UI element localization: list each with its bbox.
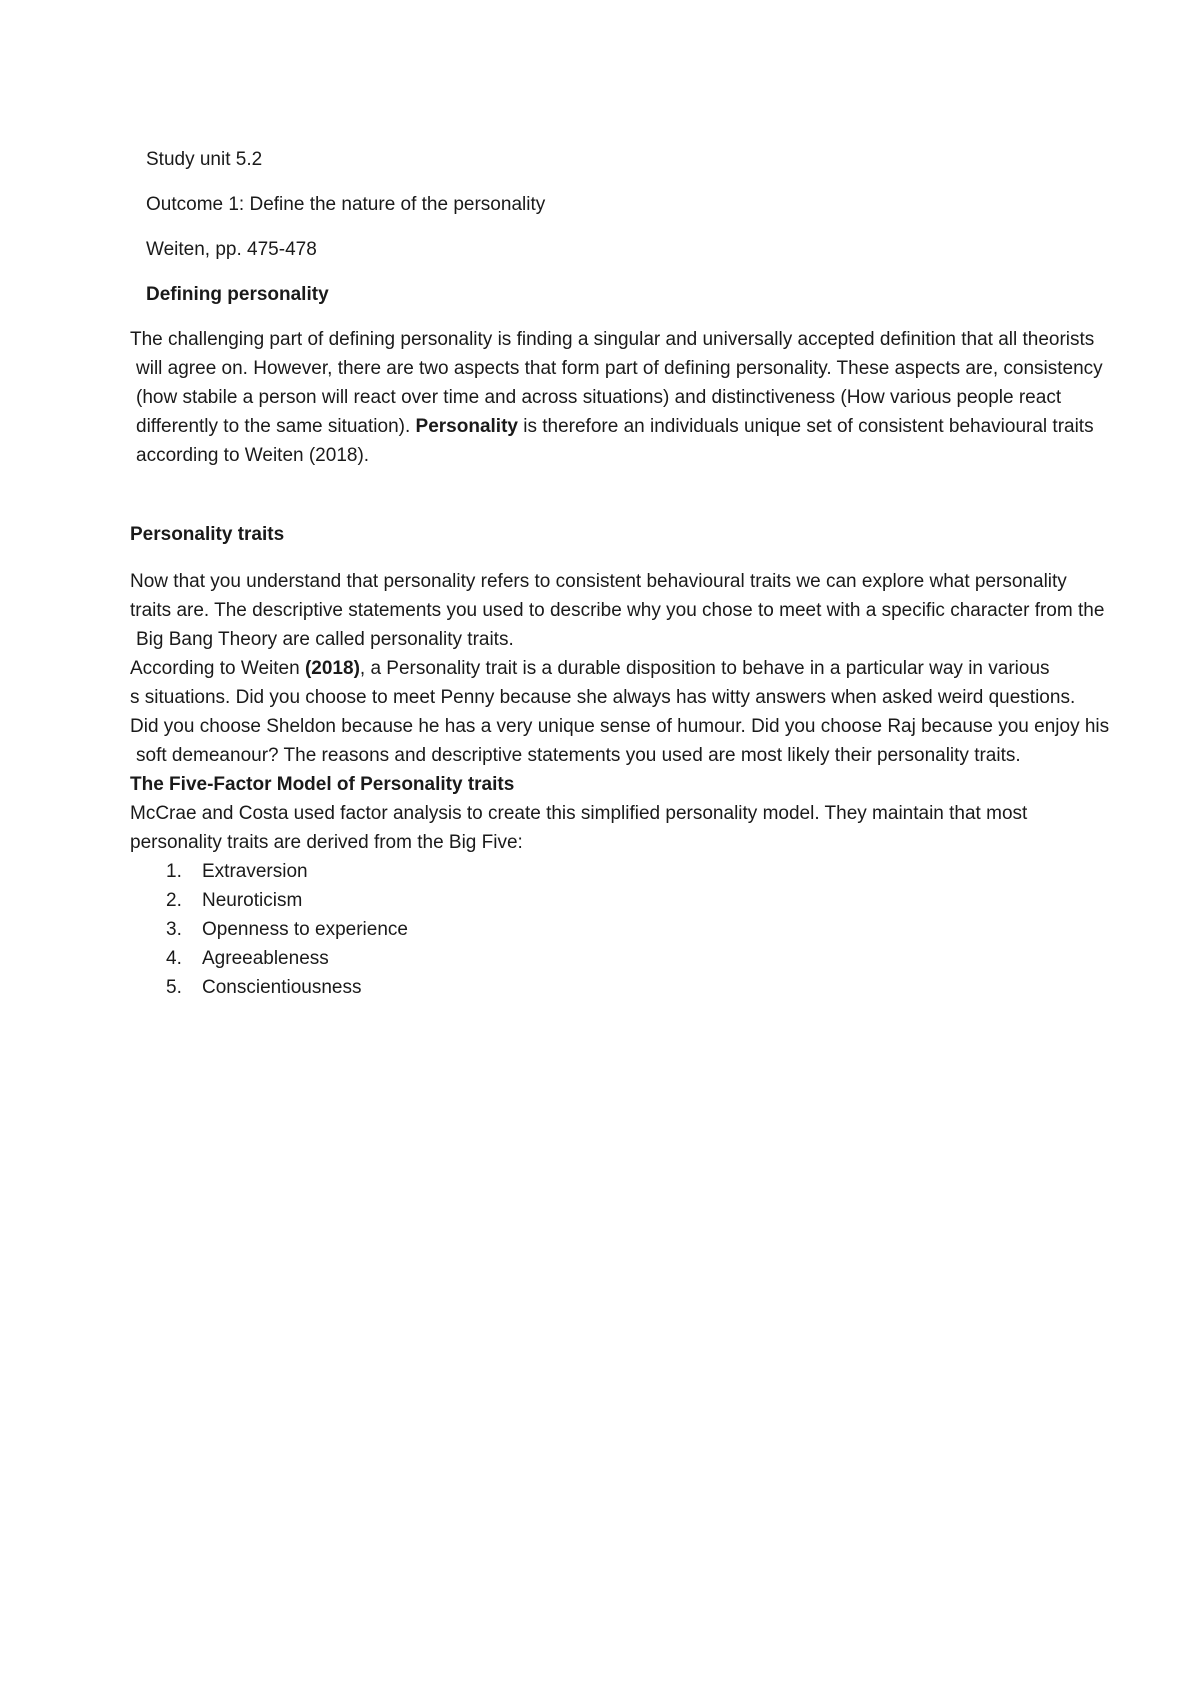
paragraph-text: , a Personality trait is a durable disposition to behave in a particular way in various	[359, 658, 1050, 679]
list-item-number: 2.	[166, 890, 182, 911]
list-item: Neuroticism	[202, 890, 303, 911]
paragraph-line	[130, 657, 1050, 681]
paragraph-line: personality traits are derived from the Big Five:	[130, 832, 523, 853]
paragraph-line: s situations. Did you choose to meet Penny because she always has witty answers when asked weird questions.	[130, 687, 1076, 708]
section-heading-defining-personality: Defining personality	[146, 284, 329, 305]
paragraph-line: traits are. The descriptive statements you used to describe why you chose to meet with a specific character from the	[130, 600, 1105, 621]
paragraph-line	[136, 415, 1094, 439]
list-item-number: 5.	[166, 977, 182, 998]
paragraph-line: Now that you understand that personality refers to consistent behavioural traits we can explore what personality	[130, 571, 1067, 592]
bold-term-personality: Personality	[415, 416, 518, 437]
section-heading-five-factor-model: The Five-Factor Model of Personality traits	[130, 774, 515, 795]
paragraph-line: soft demeanour? The reasons and descriptive statements you used are most likely their personality traits.	[136, 745, 1021, 766]
list-item: Openness to experience	[202, 919, 408, 940]
list-item: Conscientiousness	[202, 977, 362, 998]
outcome-label: Outcome 1: Define the nature of the personality	[146, 194, 546, 215]
bold-year: (2018)	[304, 658, 360, 679]
list-item-number: 3.	[166, 919, 182, 940]
paragraph-line: The challenging part of defining personality is finding a singular and universally accepted definition that all theorists	[130, 329, 1095, 350]
paragraph-text: differently to the same situation).	[136, 416, 411, 437]
paragraph-line: McCrae and Costa used factor analysis to create this simplified personality model. They maintain that most	[130, 803, 1028, 824]
paragraph-line: Big Bang Theory are called personality traits.	[136, 629, 514, 650]
study-unit-label: Study unit 5.2	[146, 149, 263, 170]
section-heading-personality-traits: Personality traits	[130, 524, 285, 545]
paragraph-line: according to Weiten (2018).	[136, 445, 370, 466]
list-item: Agreeableness	[202, 948, 329, 969]
paragraph-text: According to Weiten	[130, 658, 300, 679]
reference-label: Weiten, pp. 475-478	[146, 239, 317, 260]
list-item: Extraversion	[202, 861, 308, 882]
paragraph-line: (how stabile a person will react over time and across situations) and distinctiveness (How various people react	[136, 387, 1062, 408]
list-item-number: 4.	[166, 948, 182, 969]
paragraph-line: will agree on. However, there are two aspects that form part of defining personality. These aspects are, consistency	[136, 358, 1103, 379]
paragraph-text: is therefore an individuals unique set of consistent behavioural traits	[523, 416, 1094, 437]
list-item-number: 1.	[166, 861, 182, 882]
paragraph-line: Did you choose Sheldon because he has a very unique sense of humour. Did you choose Raj because you enjoy his	[130, 716, 1110, 737]
